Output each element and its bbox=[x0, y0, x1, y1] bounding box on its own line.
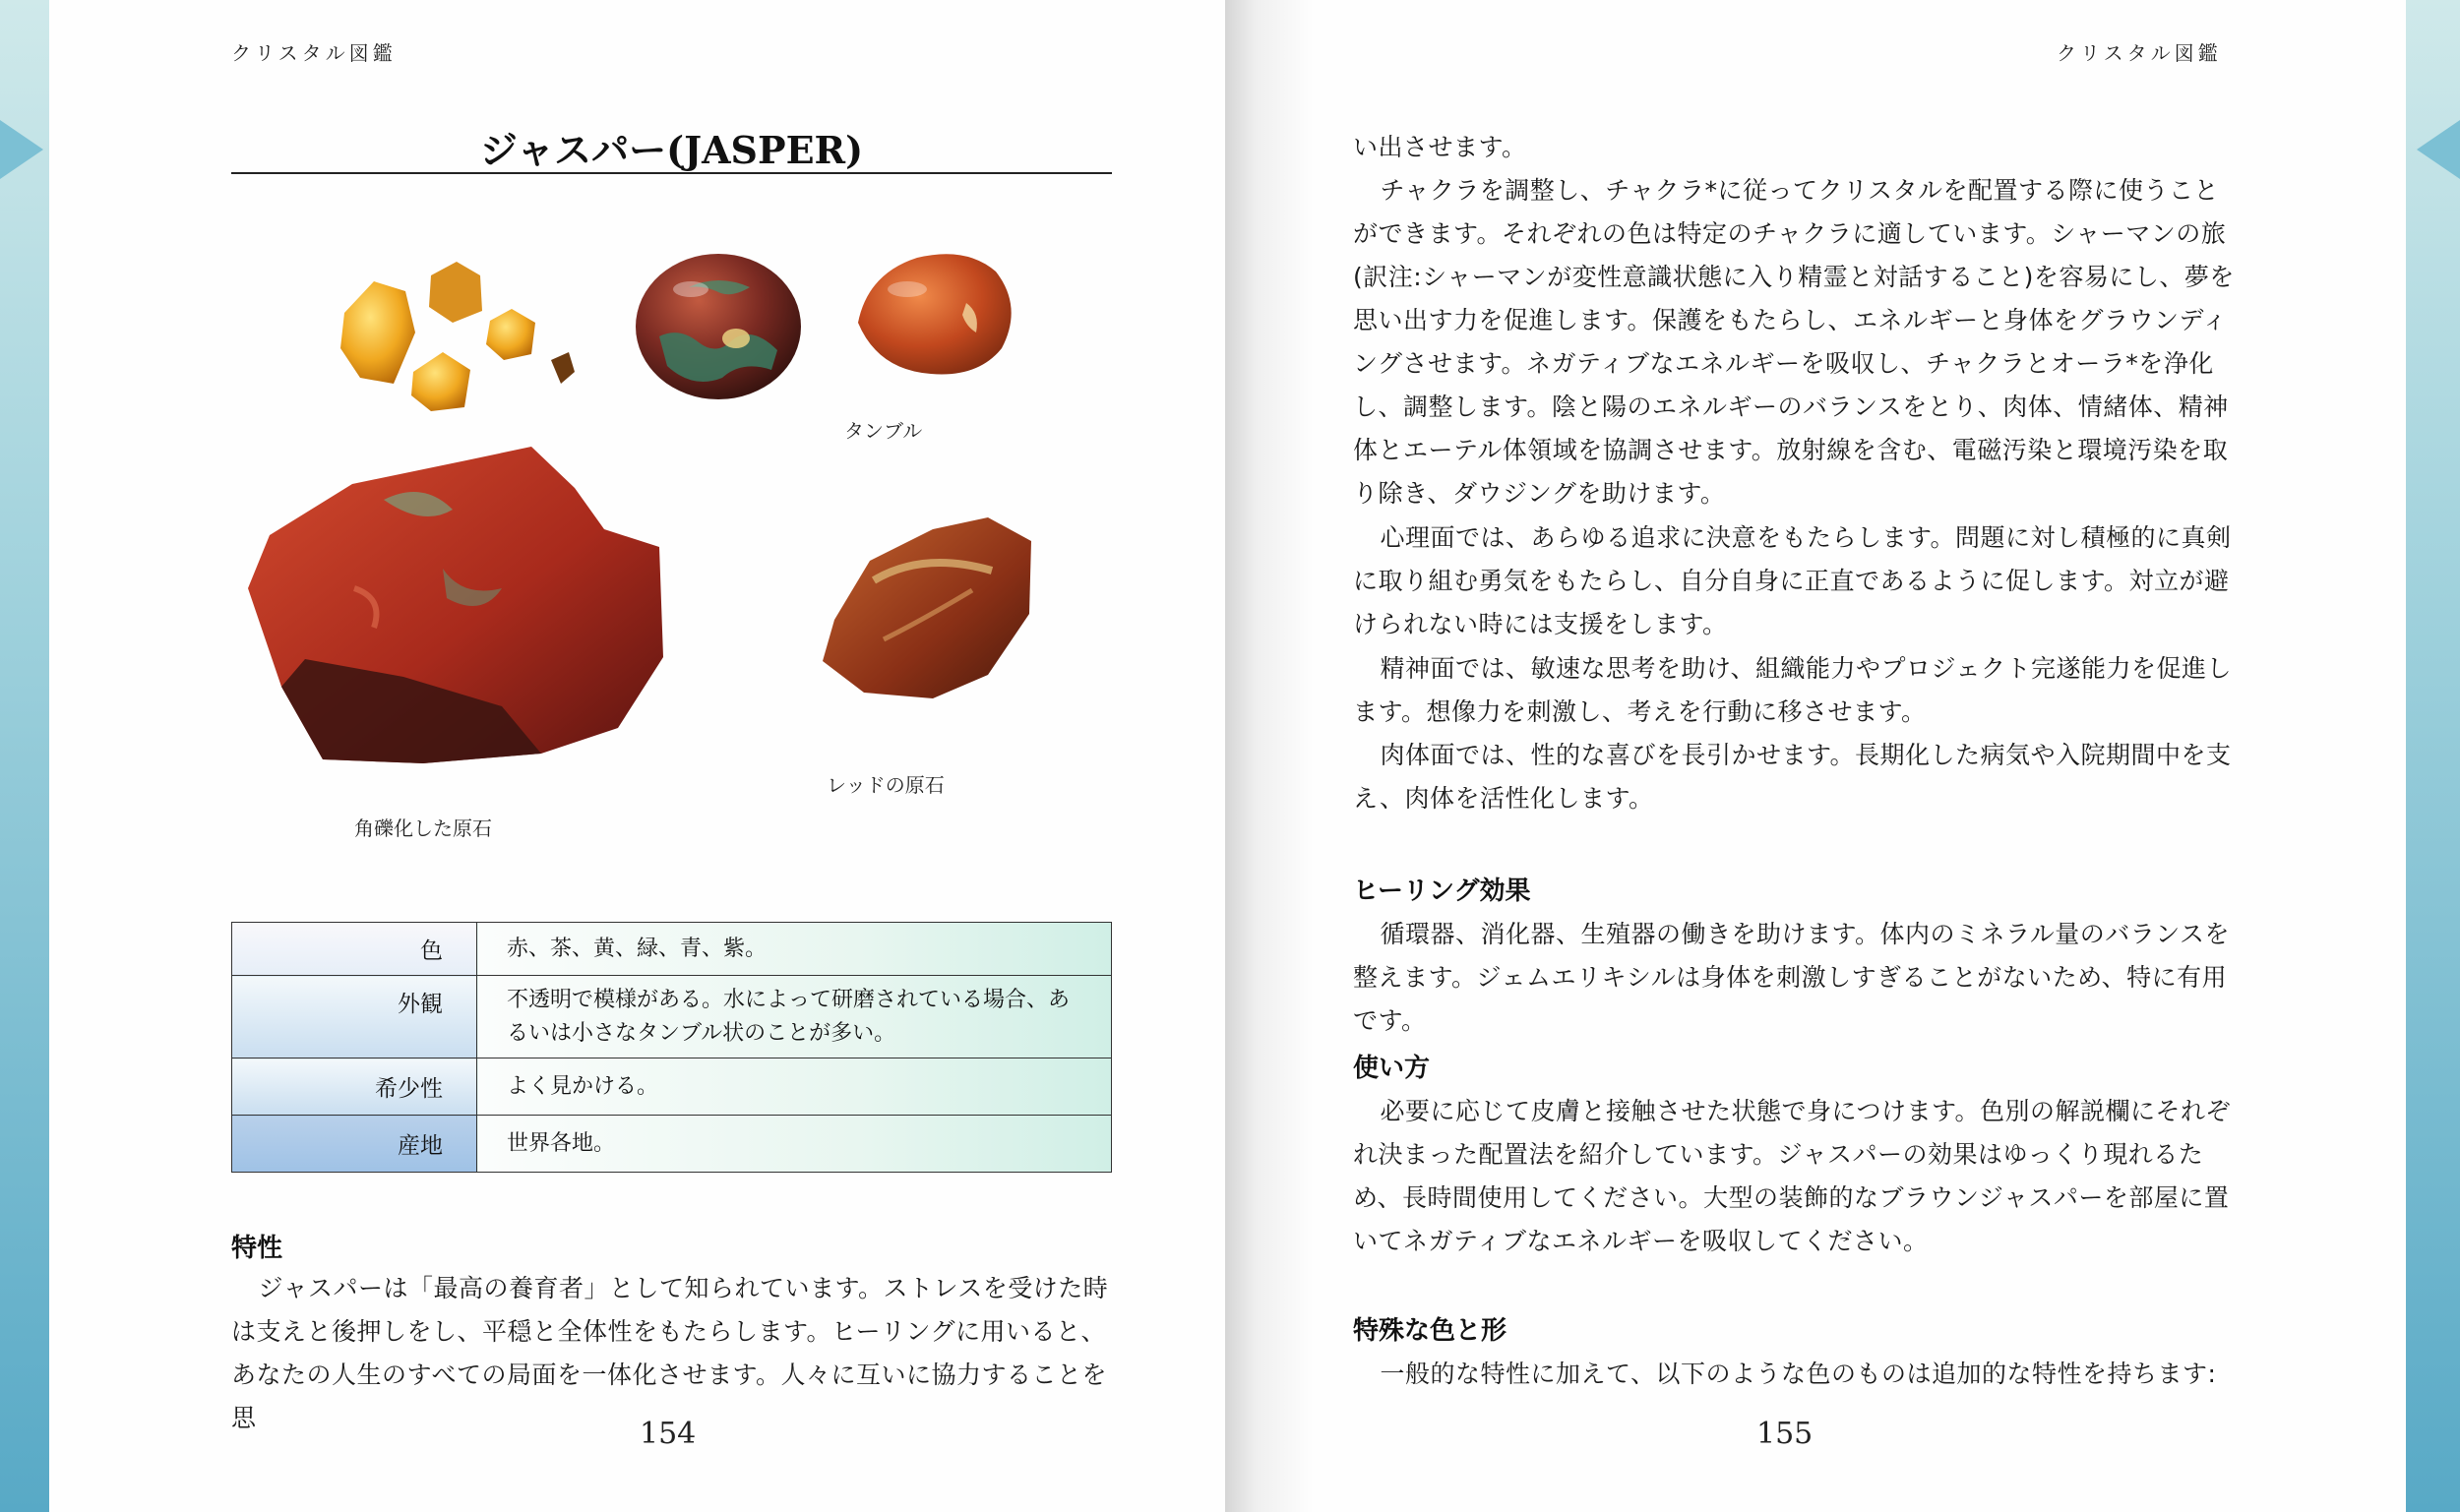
mental-paragraph: 精神面では、敏速な思考を助け、組織能力やプロジェクト完遂能力を促進します。想像力を刺激し、考えを行動に移させます。 bbox=[1353, 654, 2233, 726]
property-label: 外観 bbox=[232, 976, 477, 1058]
properties-row-rarity bbox=[232, 1058, 1112, 1116]
chakra-paragraph: チャクラを調整し、チャクラ*に従ってクリスタルを配置する際に使うことができます。それぞれの色は特定のチャクラに適しています。シャーマンの旅(訳注:シャーマンが変性意識状態に入り精霊と対話すること)を容易にし、夢を思い出す力を促進します。保護をもたらし、エネルギーと身体をグラウンディングさせます。ネガティブなエネルギーを吸収し、チャクラとオーラ*を浄化し、調整します。陰と陽のエネルギーのバランスをとり、肉体、情緒体、精神体とエーテル体領域を協調させます。放射線を含む、電磁汚染と環境汚染を取り除き、ダウジングを助けます。 bbox=[1353, 176, 2235, 508]
healing-paragraph: 循環器、消化器、生殖器の働きを助けます。体内のミネラル量のバランスを整えます。ジェムエリキシルは身体を刺激しすぎることがないため、特に有用です。 bbox=[1353, 920, 2231, 1035]
yellow-crystals-photo bbox=[335, 254, 590, 421]
psychological-paragraph: 心理面では、あらゆる追求に決意をもたらします。問題に対し積極的に真剣に取り組む勇気をもたらし、自分自身に正直であるように促します。対立が避けられない時には支援をします。 bbox=[1353, 523, 2232, 638]
left-edge-tab bbox=[0, 120, 43, 179]
red-rough-caption: レッドの原石 bbox=[827, 773, 945, 797]
properties-row-source bbox=[232, 1116, 1112, 1173]
property-label: 産地 bbox=[232, 1116, 477, 1173]
brecciated-rough-photo bbox=[246, 441, 669, 775]
property-value: 赤、茶、黄、緑、青、紫。 bbox=[477, 923, 1112, 976]
right-edge-tab bbox=[2417, 120, 2460, 179]
left-page bbox=[49, 0, 1225, 1512]
tumble-photo bbox=[848, 244, 1025, 382]
gutter-shadow-right bbox=[1225, 0, 1314, 1512]
healing-heading: ヒーリング効果 bbox=[1353, 877, 1531, 906]
cabochon-photo bbox=[630, 248, 807, 405]
red-rough-photo bbox=[815, 512, 1041, 708]
property-value: 世界各地。 bbox=[477, 1116, 1112, 1173]
title-rule bbox=[231, 172, 1112, 174]
physical-paragraph: 肉体面では、性的な喜びを長引かせます。長期化した病気や入院期間中を支え、肉体を活性化します。 bbox=[1353, 741, 2232, 813]
properties-paragraph: ジャスパーは「最高の養育者」として知られています。ストレスを受けた時は支えと後押しをし、平穏と全体性をもたらします。ヒーリングに用いると、あなたの人生のすべての局面を一体化させます。人々に互いに協力することを思 bbox=[231, 1274, 1109, 1432]
page-number-left: 154 bbox=[640, 1417, 697, 1451]
right-running-head: クリスタル図鑑 bbox=[2057, 41, 2222, 65]
usage-paragraph: 必要に応じて皮膚と接触させた状態で身につけます。色別の解説欄にそれぞれ決まった配置法を紹介しています。ジャスパーの効果はゆっくり現れるため、長時間使用してください。大型の装飾的なブラウンジャスパーを部屋に置いてネガティブなエネルギーを吸収してください。 bbox=[1353, 1097, 2232, 1255]
property-value: 不透明で模様がある。水によって研磨されている場合、あるいは小さなタンブル状のことが多い。 bbox=[477, 976, 1112, 1058]
left-running-head: クリスタル図鑑 bbox=[231, 41, 397, 65]
properties-row-color bbox=[232, 923, 1112, 976]
page-number-right: 155 bbox=[1756, 1417, 1814, 1451]
page-title: ジャスパー(JASPER) bbox=[479, 128, 864, 172]
tumble-caption: タンブル bbox=[844, 419, 923, 443]
usage-heading: 使い方 bbox=[1353, 1054, 1431, 1083]
properties-row-appearance bbox=[232, 976, 1112, 1058]
property-value: よく見かける。 bbox=[477, 1058, 1112, 1116]
properties-heading: 特性 bbox=[231, 1234, 283, 1263]
property-label: 色 bbox=[232, 923, 477, 976]
special-paragraph: 一般的な特性に加えて、以下のような色のものは追加的な特性を持ちます: bbox=[1380, 1360, 2217, 1388]
property-label: 希少性 bbox=[232, 1058, 477, 1116]
special-heading: 特殊な色と形 bbox=[1353, 1316, 1507, 1346]
continuation-line: い出させます。 bbox=[1353, 133, 1527, 161]
brecciated-caption: 角礫化した原石 bbox=[354, 816, 492, 840]
right-page bbox=[1225, 0, 2406, 1512]
properties-table bbox=[231, 922, 1112, 1173]
